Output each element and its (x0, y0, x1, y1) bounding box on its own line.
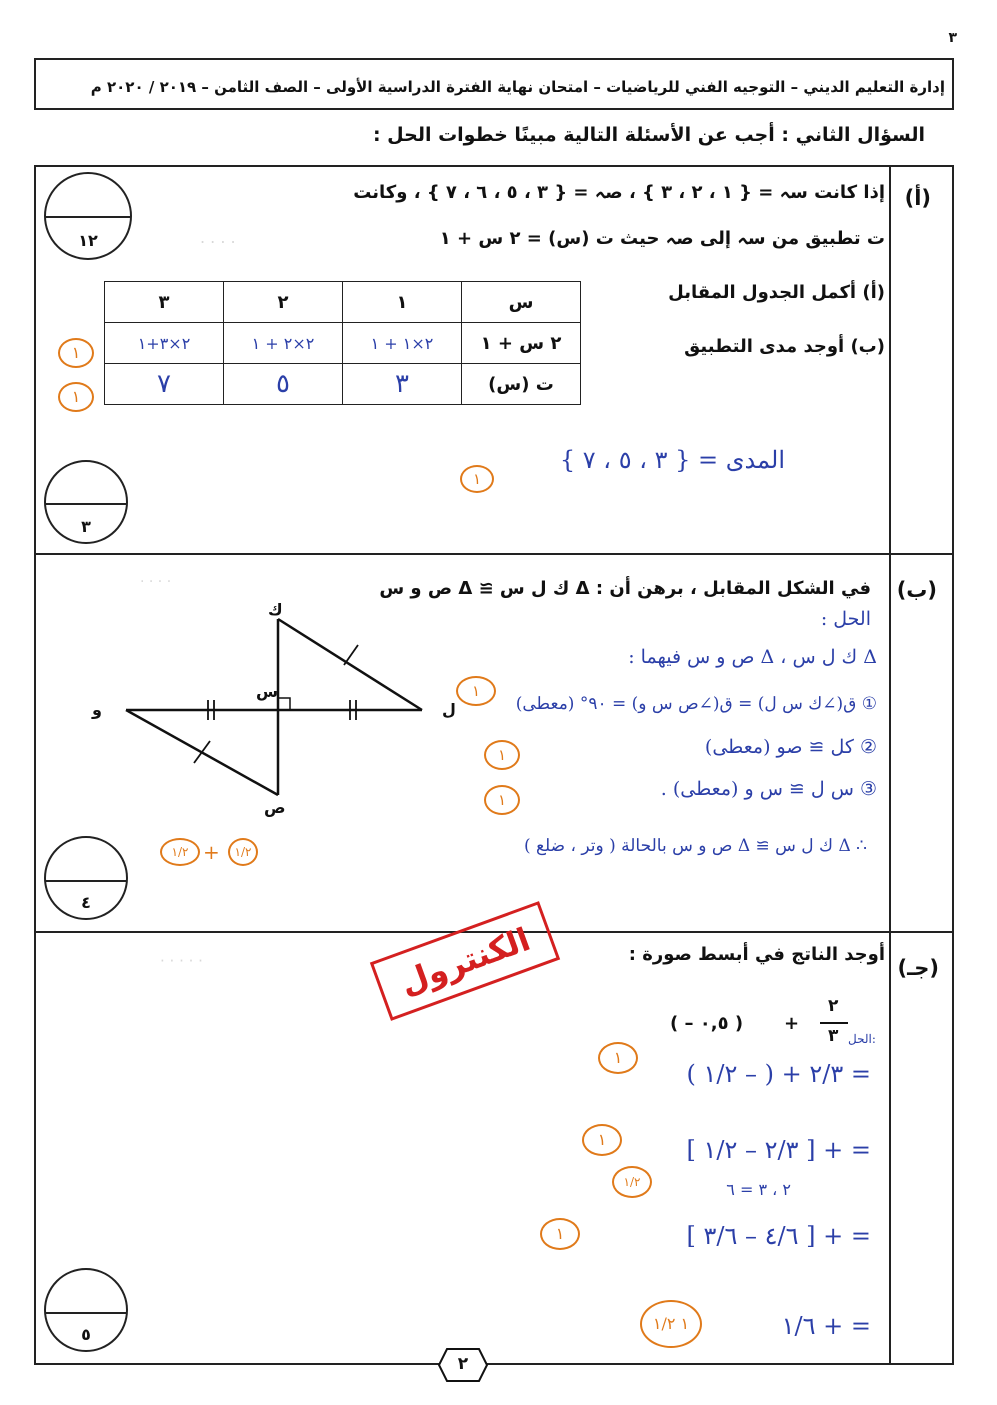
expr-fraction-bar (820, 1022, 848, 1024)
corner-number: ٣ (948, 30, 957, 46)
score-part-a-value: ٣ (81, 517, 91, 536)
table-cell: ٣ (105, 282, 224, 323)
part-c-label: (جـ) (897, 956, 939, 980)
part-a-line1: إذا كانت سہ = { ١ ، ٢ ، ٣ } ، صہ = { ٣ ، ٥ ، ٦ ، ٧ } ، وكانت (353, 182, 885, 203)
mark-half-1: ١/٢ (228, 838, 258, 866)
question-instruction: السؤال الثاني : أجب عن الأسئلة التالية مبينًا خطوات الحل : (372, 124, 925, 146)
exam-header: إدارة التعليم الديني – التوجيه الفني للرياضيات – امتحان نهاية الفترة الدراسية الأولى – الصف الثامن – ٢٠١٩ / ٢٠٢٠ م (90, 78, 945, 96)
expr-plus: + (784, 1013, 800, 1034)
table-cell-handwritten: ٣ (343, 364, 462, 405)
table-cell: ١ (343, 282, 462, 323)
score-part-c-value: ٥ (81, 1325, 91, 1344)
control-stamp: الكنترول (370, 901, 560, 1021)
plus-sign: + (203, 840, 220, 864)
label-column-divider (889, 165, 891, 1365)
solution-step2: = + [ ٢/٣ – ١/٢ ] (686, 1136, 871, 1164)
proof-step3: ③ س ل ≅ س و (معطى) . (660, 778, 877, 800)
lcm-note: ٢ ، ٣ = ٦ (726, 1180, 791, 1199)
part-a-sub1: (أ) أكمل الجدول المقابل (668, 282, 885, 303)
table-row (105, 282, 581, 323)
range-answer: المدى = { ٣ ، ٥ ، ٧ } (559, 446, 785, 474)
vertex-w-label: و (92, 700, 102, 719)
part-c-prompt: أوجد الناتج في أبسط صورة : (628, 944, 885, 965)
expr-denominator: ٣ (828, 1026, 839, 1046)
mark-range: ١ (460, 465, 494, 493)
proof-title: الحل : (820, 608, 871, 630)
mark-c3: ١/٢ (612, 1166, 652, 1198)
table-cell: ت (س) (462, 364, 581, 405)
mark-step2: ١ (484, 740, 520, 770)
mark-row3: ١ (58, 382, 94, 412)
part-b-label: (ب) (896, 578, 937, 602)
expr-numerator: ٢ (828, 996, 839, 1016)
faint-note: . . . . (200, 228, 236, 247)
mark-step3: ١ (484, 785, 520, 815)
mark-c1: ١ (598, 1042, 638, 1074)
triangle-figure (100, 595, 480, 825)
table-cell: ٢ س + ١ (462, 323, 581, 364)
mark-c4: ١ (540, 1218, 580, 1250)
page-number: ٢ (457, 1354, 469, 1374)
mark-row2: ١ (58, 338, 94, 368)
solution-label: الحل: (848, 1032, 876, 1046)
mapping-table (104, 281, 581, 405)
mark-c2: ١ (582, 1124, 622, 1156)
score-circle-part-c-line (46, 1312, 126, 1314)
part-a-line2: ت تطبيق من سہ إلى صہ حيث ت (س) = ٢ س + ١ (439, 228, 885, 249)
solution-step3: = + [ ٤/٦ – ٣/٦ ] (686, 1222, 871, 1250)
score-part-b-value: ٤ (81, 893, 91, 912)
proof-step2: ② كل ≅ صو (معطى) (704, 736, 877, 758)
proof-step1: ① ق(∠ك س ل) = ق(∠ص س و) = ٩٠° (معطى) (515, 694, 877, 714)
proof-line0: Δ ك ل س ، Δ ص و س فيهما : (628, 646, 877, 668)
solution-step1: = ٢/٣ + ( – ١/٢ ) (686, 1060, 871, 1088)
proof-conclusion: ∴ Δ ك ل س ≅ Δ ص و س بالحالة ( وتر ، ضلع ) (523, 836, 867, 856)
table-cell-handwritten: ٢×١ + ١ (343, 323, 462, 364)
mark-step1: ١ (456, 676, 496, 706)
vertex-s-label: س (256, 682, 279, 701)
part-b-prompt: في الشكل المقابل ، برهن أن : Δ ك ل س ≅ Δ ص و س (379, 578, 871, 599)
mark-c5: ١ ١/٢ (640, 1300, 702, 1348)
score-circle-part-b-line (46, 880, 126, 882)
part-a-sub2: (ب) أوجد مدى التطبيق (684, 336, 885, 357)
table-cell: ٢ (224, 282, 343, 323)
table-cell-handwritten: ٢×٢ + ١ (224, 323, 343, 364)
score-total-value: ١٢ (78, 231, 98, 250)
mark-half-2: ١/٢ (160, 838, 200, 866)
vertex-k-label: ك (268, 600, 283, 619)
table-cell-handwritten: ٧ (105, 364, 224, 405)
table-row (105, 364, 581, 405)
vertex-sad-label: ص (264, 798, 286, 817)
solution-step4: = + ١/٦ (781, 1312, 871, 1340)
expr-rest: ( – ٠,٥ ) (670, 1013, 744, 1034)
score-circle-part-a-line (46, 503, 126, 505)
divider-a-b (34, 553, 954, 555)
vertex-l-label: ل (442, 700, 456, 719)
score-circle-total-line (46, 216, 130, 218)
faint-note-c: · · · · · (160, 952, 203, 970)
table-cell-handwritten: ٢×٣+١ (105, 323, 224, 364)
table-cell: س (462, 282, 581, 323)
table-row (105, 323, 581, 364)
faint-note-b: · · · · (140, 574, 172, 590)
table-cell-handwritten: ٥ (224, 364, 343, 405)
part-a-label: (أ) (904, 186, 931, 210)
